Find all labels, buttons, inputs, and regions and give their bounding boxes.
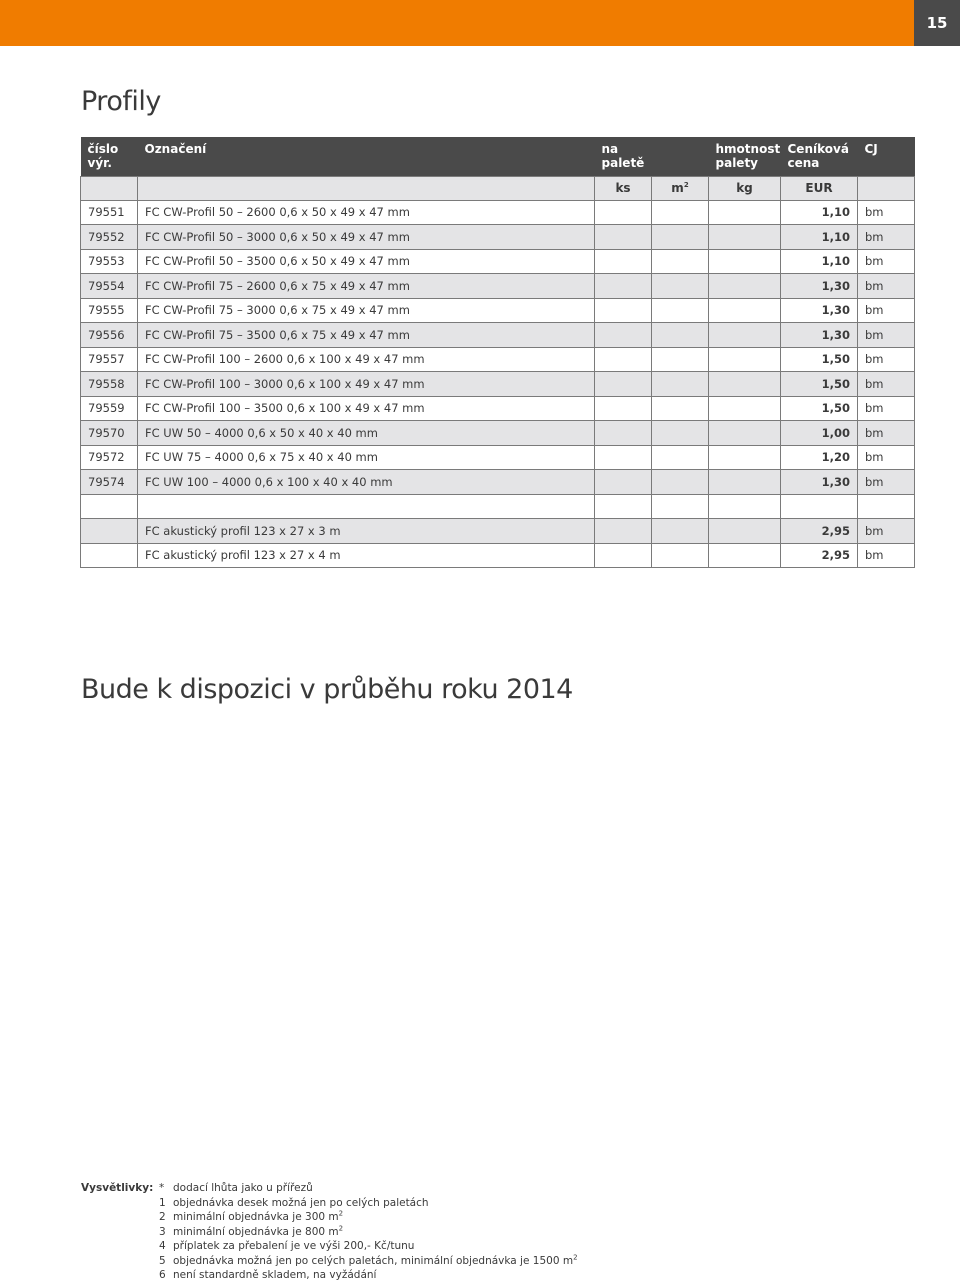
table-row [81,225,915,250]
legend-key: 3 [159,1225,166,1238]
table-row [81,396,915,421]
row-name: FC akustický profil 123 x 27 x 3 m [138,519,595,544]
legend-text [173,1182,313,1194]
row-code: 79556 [81,323,138,348]
row-per-pallet [595,298,652,323]
row-weight [709,249,781,274]
legend-text [173,1240,414,1252]
table-row [81,372,915,397]
availability-heading: Bude k dispozici v průběhu roku 2014 [81,674,573,705]
legend-items [159,1182,759,1284]
row-code [81,543,138,568]
row-unit: bm [858,543,915,568]
table-row [81,200,915,225]
table-row [81,494,915,519]
col-header-price: Ceníková cena [781,137,858,176]
row-m2 [652,519,709,544]
price-table [80,137,915,568]
row-price: 2,95 [781,543,858,568]
row-name: FC UW 100 – 4000 0,6 x 100 x 40 x 40 mm [138,470,595,495]
row-name: FC UW 75 – 4000 0,6 x 75 x 40 x 40 mm [138,445,595,470]
row-weight [709,519,781,544]
row-code [81,519,138,544]
row-weight [709,372,781,397]
table-row [81,323,915,348]
row-price: 1,50 [781,396,858,421]
row-code: 79555 [81,298,138,323]
row-m2 [652,396,709,421]
row-code: 79570 [81,421,138,446]
row-code: 79574 [81,470,138,495]
subheader-blank [138,176,595,200]
legend-text-body: příplatek za přebalení je ve výši 200,- Kč/tunu [173,1240,415,1252]
legend-text [173,1269,376,1281]
row-code: 79572 [81,445,138,470]
row-unit: bm [858,445,915,470]
legend-item [159,1255,759,1270]
row-per-pallet [595,347,652,372]
legend-text [173,1255,578,1267]
legend-text-sup: 2 [338,1224,344,1232]
row-per-pallet [595,323,652,348]
page-number: 15 [914,0,960,46]
row-weight [709,421,781,446]
legend-key: 1 [159,1196,166,1209]
row-unit: bm [858,274,915,299]
row-code: 79553 [81,249,138,274]
legend-item [159,1226,759,1241]
row-weight [709,298,781,323]
subheader-m-sup: 2 [683,181,689,189]
legend-item [159,1211,759,1226]
row-unit: bm [858,519,915,544]
row-weight [709,274,781,299]
row-price: 1,10 [781,249,858,274]
row-code: 79558 [81,372,138,397]
row-price: 1,50 [781,347,858,372]
row-weight [709,494,781,519]
legend-item [159,1240,759,1255]
row-name [138,494,595,519]
row-price: 2,95 [781,519,858,544]
row-weight [709,200,781,225]
row-price: 1,30 [781,323,858,348]
legend-text-sup: 2 [338,1209,344,1218]
table-row [81,274,915,299]
row-per-pallet [595,200,652,225]
row-m2 [652,298,709,323]
row-per-pallet [595,225,652,250]
table-header-row [81,137,915,176]
row-name: FC CW-Profil 50 – 3000 0,6 x 50 x 49 x 47 mm [138,225,595,250]
col-header-unit: CJ [858,137,915,176]
row-unit: bm [858,298,915,323]
row-name: FC CW-Profil 75 – 2600 0,6 x 75 x 49 x 47 mm [138,274,595,299]
legend-text [173,1226,343,1238]
col-header-weight: hmotnost palety [709,137,781,176]
row-per-pallet [595,249,652,274]
row-code: 79559 [81,396,138,421]
subheader-blank [81,176,138,200]
table-row [81,543,915,568]
row-unit: bm [858,372,915,397]
row-unit [858,494,915,519]
subheader-blank [858,176,915,200]
row-name: FC CW-Profil 100 – 2600 0,6 x 100 x 49 x 47 mm [138,347,595,372]
row-m2 [652,249,709,274]
legend-text [173,1197,429,1209]
row-name: FC CW-Profil 75 – 3500 0,6 x 75 x 49 x 47 mm [138,323,595,348]
legend-label: Vysvětlivky: [81,1182,154,1194]
row-m2 [652,421,709,446]
legend-text-body: objednávka možná jen po celých paletách, minimální objednávka je 1500 m [173,1254,574,1267]
row-price: 1,30 [781,470,858,495]
subheader-eur: EUR [781,176,858,200]
row-weight [709,225,781,250]
row-m2 [652,225,709,250]
row-m2 [652,200,709,225]
row-per-pallet [595,445,652,470]
row-code: 79552 [81,225,138,250]
row-price: 1,00 [781,421,858,446]
page-title: Profily [81,86,161,117]
table-body [81,200,915,568]
row-weight [709,543,781,568]
row-price: 1,20 [781,445,858,470]
row-price: 1,10 [781,200,858,225]
row-code: 79551 [81,200,138,225]
row-price: 1,30 [781,274,858,299]
row-m2 [652,323,709,348]
col-header-name: Označení [138,137,595,176]
row-m2 [652,372,709,397]
legend-key: 2 [159,1211,166,1223]
row-unit: bm [858,470,915,495]
row-m2 [652,347,709,372]
col-header-empty [652,137,709,176]
row-per-pallet [595,494,652,519]
row-per-pallet [595,372,652,397]
row-unit: bm [858,421,915,446]
legend-item [159,1182,759,1197]
legend-text-body: objednávka desek možná jen po celých paletách [173,1196,429,1209]
row-m2 [652,274,709,299]
row-name: FC CW-Profil 50 – 3500 0,6 x 50 x 49 x 47 mm [138,249,595,274]
row-weight [709,396,781,421]
subheader-kg: kg [709,176,781,200]
row-m2 [652,470,709,495]
row-price [781,494,858,519]
table-row [81,249,915,274]
row-weight [709,470,781,495]
row-per-pallet [595,470,652,495]
row-unit: bm [858,200,915,225]
legend-text-body: minimální objednávka je 300 m [173,1211,339,1223]
col-header-per-pallet: na paletě [595,137,652,176]
row-weight [709,445,781,470]
row-unit: bm [858,347,915,372]
subheader-m2 [652,176,709,200]
row-name: FC CW-Profil 50 – 2600 0,6 x 50 x 49 x 47 mm [138,200,595,225]
table-row [81,347,915,372]
row-name: FC CW-Profil 75 – 3000 0,6 x 75 x 49 x 47 mm [138,298,595,323]
row-price: 1,30 [781,298,858,323]
row-unit: bm [858,225,915,250]
row-per-pallet [595,519,652,544]
col-header-code: číslo výr. [81,137,138,176]
row-price: 1,50 [781,372,858,397]
row-m2 [652,543,709,568]
subheader-ks: ks [595,176,652,200]
row-name: FC akustický profil 123 x 27 x 4 m [138,543,595,568]
legend-key: 6 [159,1269,166,1281]
row-name: FC UW 50 – 4000 0,6 x 50 x 40 x 40 mm [138,421,595,446]
row-per-pallet [595,396,652,421]
row-unit: bm [858,396,915,421]
row-m2 [652,445,709,470]
legend-text-sup: 2 [573,1253,578,1261]
row-name: FC CW-Profil 100 – 3000 0,6 x 100 x 49 x 47 mm [138,372,595,397]
legend-item [159,1269,759,1284]
table-row [81,470,915,495]
row-price: 1,10 [781,225,858,250]
row-code: 79557 [81,347,138,372]
legend-key: 4 [159,1240,166,1252]
table-row [81,298,915,323]
subheader-m: m [671,181,684,195]
legend-text [173,1211,343,1223]
legend-text-body: minimální objednávka je 800 m [173,1225,339,1238]
row-per-pallet [595,543,652,568]
legend-item [159,1197,759,1212]
legend-text-body: není standardně skladem, na vyžádání [173,1269,377,1281]
row-unit: bm [858,323,915,348]
row-code [81,494,138,519]
table-subheader-row [81,176,915,200]
legend-key: * [159,1182,165,1194]
table-row [81,445,915,470]
row-code: 79554 [81,274,138,299]
row-m2 [652,494,709,519]
row-per-pallet [595,274,652,299]
row-unit: bm [858,249,915,274]
table-row [81,421,915,446]
top-accent-bar [0,0,914,46]
row-weight [709,347,781,372]
legend-text-body: dodací lhůta jako u přířezů [173,1182,313,1194]
row-per-pallet [595,421,652,446]
row-name: FC CW-Profil 100 – 3500 0,6 x 100 x 49 x 47 mm [138,396,595,421]
legend-key: 5 [159,1254,166,1267]
table-row [81,519,915,544]
row-weight [709,323,781,348]
